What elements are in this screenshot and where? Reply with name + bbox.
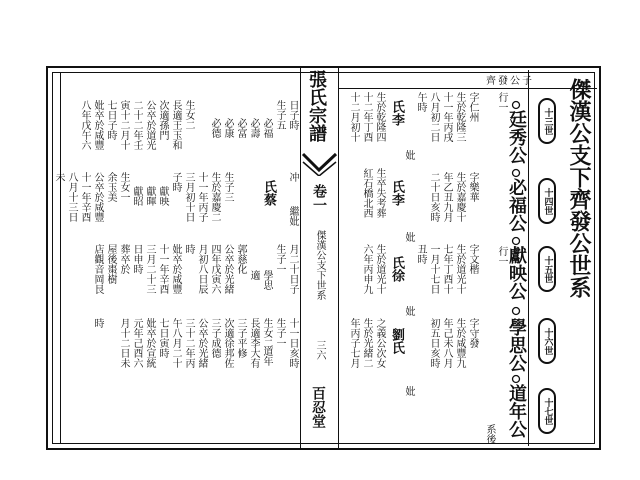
record-detail-column: 適 — [248, 270, 259, 280]
person-detail-column: 二十日亥時 — [428, 172, 439, 222]
generation-note: 系後 — [484, 424, 495, 444]
main-heading: 傑漢公支下齊發公世系 — [566, 78, 592, 298]
spouse-detail-column: 十二月初十 — [348, 92, 359, 142]
header-right: 齊發公子 — [486, 76, 534, 87]
record-detail-column: 三子成德 — [209, 318, 220, 358]
generation-name-4: 學思公 — [506, 318, 527, 372]
record-detail-column: 日申時 — [131, 244, 142, 274]
person-detail-column: 字樂華 — [467, 172, 478, 202]
record-detail-column: 生女二 — [261, 318, 272, 348]
record-detail-column: 次適孫門 — [157, 100, 168, 140]
record-detail-column: 十一年丙子 — [196, 172, 207, 222]
record-detail-column: 子時 — [170, 172, 181, 192]
spouse-detail-column: 十二年丁酉 — [361, 92, 372, 142]
record-detail-column: 長適李大有 — [248, 318, 259, 368]
spouse-name: 劉氏 — [389, 328, 404, 354]
person-detail-column: 初五日亥時 — [428, 318, 439, 368]
spouse-detail-column: 紅石橋北西 — [361, 168, 372, 218]
spouse-marker: 妣 — [403, 150, 414, 160]
generation-label-5: 十七世 — [542, 397, 553, 425]
record-detail-column: 午八月二十 — [170, 318, 181, 368]
generation-name-3: 獻映公 — [506, 246, 527, 300]
section-title: 傑漢公支下世系 — [314, 230, 325, 300]
person-detail-column: 七年丁酉十 — [441, 244, 452, 294]
record-detail-column: 三月初十日 — [183, 172, 194, 222]
record-detail-column: 必德 — [209, 118, 220, 138]
spouse-detail-column: 生於乾隆四 — [374, 92, 385, 142]
lineage-node-icon — [511, 100, 521, 110]
record-detail-column: 未 — [53, 172, 64, 182]
generation-name-1: 廷秀公 — [506, 110, 527, 164]
generation-badge-1 — [538, 98, 556, 144]
record-detail-column: 道年 — [261, 346, 272, 366]
record-detail-column: 月初八日辰 — [196, 244, 207, 294]
person-detail-column: 丑時 — [415, 244, 426, 264]
person-detail-column: 生於道光十 — [454, 244, 465, 294]
record-detail-column: 余玉美 — [105, 172, 116, 202]
person-detail-column: 年己未八月 — [441, 318, 452, 368]
lineage-node-icon — [511, 236, 521, 246]
record-detail-column: 獻昭 — [131, 186, 142, 206]
record-detail-column: 長適王玉和 — [170, 100, 181, 150]
record-detail-column: 必壽 — [248, 118, 259, 138]
generation-badge-2 — [538, 178, 556, 224]
record-detail-column: 生子五 — [274, 100, 285, 130]
record-detail-column: 獻暉 — [144, 186, 155, 206]
record-detail-column: 月十二日未 — [118, 318, 129, 368]
hang-label-1: 行一 — [496, 92, 507, 112]
record-detail-column: 十一日亥時 — [287, 318, 298, 368]
record-detail-column: 十一年辛酉 — [79, 172, 90, 222]
record-detail-column: 二十二年壬 — [131, 100, 142, 150]
person-detail-column: 八月初二日 — [428, 92, 439, 142]
record-detail-column: 學思 — [261, 270, 272, 290]
record-detail-column: 葬卒於 — [118, 244, 129, 274]
record-detail-column: 郭慈化 — [235, 244, 246, 274]
record-detail-column: 七日子時 — [105, 100, 116, 140]
left-spouse-name: 氏蔡 — [261, 180, 276, 206]
record-detail-column: 必富 — [235, 118, 246, 138]
record-detail-column: 獻映 — [157, 186, 168, 206]
heading-separator — [528, 70, 529, 446]
record-detail-column: 四年戊寅六 — [209, 244, 220, 294]
record-detail-column: 妣卒於咸豐 — [170, 244, 181, 294]
record-detail-column: 元年己酉六 — [131, 318, 142, 368]
left-page-margin-line — [60, 72, 61, 444]
book-title: 張氏宗譜 — [306, 70, 327, 142]
spouse-detail-column: 生於光緒二 — [361, 318, 372, 368]
generation-label-4: 十六世 — [542, 327, 553, 355]
person-detail-column: 年乙丑九月 — [441, 172, 452, 222]
record-detail-column: 時 — [183, 244, 194, 254]
spouse-marker: 妣 — [403, 232, 414, 242]
record-detail-column: 公卒於道光 — [144, 100, 155, 150]
record-detail-column: 屋後棗樹 — [105, 244, 116, 284]
record-detail-column: 日子時 — [287, 100, 298, 130]
record-detail-column: 生女二 — [183, 100, 194, 130]
generation-name-5: 道年公 — [506, 384, 527, 438]
page-number: 三六 — [314, 340, 325, 360]
person-detail-column: 生於咸豐九 — [454, 318, 465, 368]
record-detail-column: 生子一 — [274, 244, 285, 274]
record-detail-column: 生女一 — [118, 172, 129, 202]
right-header-rule — [338, 88, 597, 89]
record-detail-column: 三子平修 — [235, 318, 246, 358]
record-detail-column: 公卒於光緒 — [196, 318, 207, 368]
generation-name-2: 必福公 — [506, 178, 527, 232]
person-detail-column: 一月十七日 — [428, 244, 439, 294]
record-detail-column: 三十二年丙 — [183, 318, 194, 368]
spine-right-line — [338, 66, 339, 450]
lineage-node-icon — [511, 306, 521, 316]
spouse-detail-column: 生卒失考葬 — [374, 168, 385, 218]
generation-label-2: 十四世 — [542, 187, 553, 215]
record-detail-column: 生於嘉慶二 — [209, 172, 220, 222]
generation-badge-5 — [538, 388, 556, 434]
generation-badge-3 — [538, 246, 556, 292]
record-detail-column: 生子一 — [274, 318, 285, 348]
generation-label-1: 十三世 — [542, 107, 553, 135]
volume-label: 卷一 — [311, 184, 327, 212]
record-detail-column: 必康 — [222, 118, 233, 138]
spouse-detail-column: 生於道光十 — [374, 244, 385, 294]
spine-left-line — [300, 66, 301, 450]
record-detail-column: 妣卒於咸豐 — [92, 100, 103, 150]
record-detail-column: 必福 — [261, 118, 272, 138]
record-detail-column: 七日寅時 — [157, 318, 168, 358]
lineage-node-icon — [511, 168, 521, 178]
person-detail-column: 字守發 — [467, 318, 478, 348]
hang-label-2: 行一 — [496, 246, 507, 266]
spouse-name: 氏李 — [389, 180, 404, 206]
record-detail-column: 冲 — [287, 172, 298, 182]
person-detail-column: 十一年丙戌 — [441, 92, 452, 142]
record-detail-column: 生子三 — [222, 172, 233, 202]
spouse-detail-column: 之義公次女 — [374, 318, 385, 368]
spouse-marker: 妣 — [403, 306, 414, 316]
person-detail-column: 字仁州 — [467, 92, 478, 122]
record-detail-column: 八月十三日 — [66, 172, 77, 222]
fold-mark-icon — [301, 150, 338, 176]
record-detail-column: 繼妣 — [287, 206, 298, 226]
generation-label-3: 十五世 — [542, 255, 553, 283]
spouse-detail-column: 年丙子七月 — [348, 318, 359, 368]
record-detail-column: 十一年辛酉 — [157, 244, 168, 294]
spouse-marker: 妣 — [403, 386, 414, 396]
record-detail-column: 公卒於咸豐 — [92, 172, 103, 222]
record-detail-column: 寅十二月十 — [118, 100, 129, 150]
record-detail-column: 三月二十三 — [144, 244, 155, 294]
hall-name: 百忍堂 — [310, 386, 326, 428]
person-detail-column: 午時 — [415, 92, 426, 112]
record-detail-column: 次適徐邦佐 — [222, 318, 233, 368]
record-detail-column: 八年戊午六 — [79, 100, 90, 150]
person-detail-column: 生於嘉慶十 — [454, 172, 465, 222]
spouse-name: 氏徐 — [389, 256, 404, 282]
record-detail-column: 月二十日子 — [287, 244, 298, 294]
record-detail-column: 店觀音岡艮 — [92, 244, 103, 294]
spouse-detail-column: 六年丙申九 — [361, 244, 372, 294]
lineage-node-icon — [511, 374, 521, 384]
record-detail-column: 公卒於光緒 — [222, 244, 233, 294]
person-detail-column: 字文楷 — [467, 244, 478, 274]
person-detail-column: 生於乾隆三 — [454, 92, 465, 142]
record-detail-column: 時 — [92, 318, 103, 328]
record-detail-column: 妣卒於宣統 — [144, 318, 155, 368]
spouse-name: 氏李 — [389, 100, 404, 126]
generation-badge-4 — [538, 318, 556, 364]
